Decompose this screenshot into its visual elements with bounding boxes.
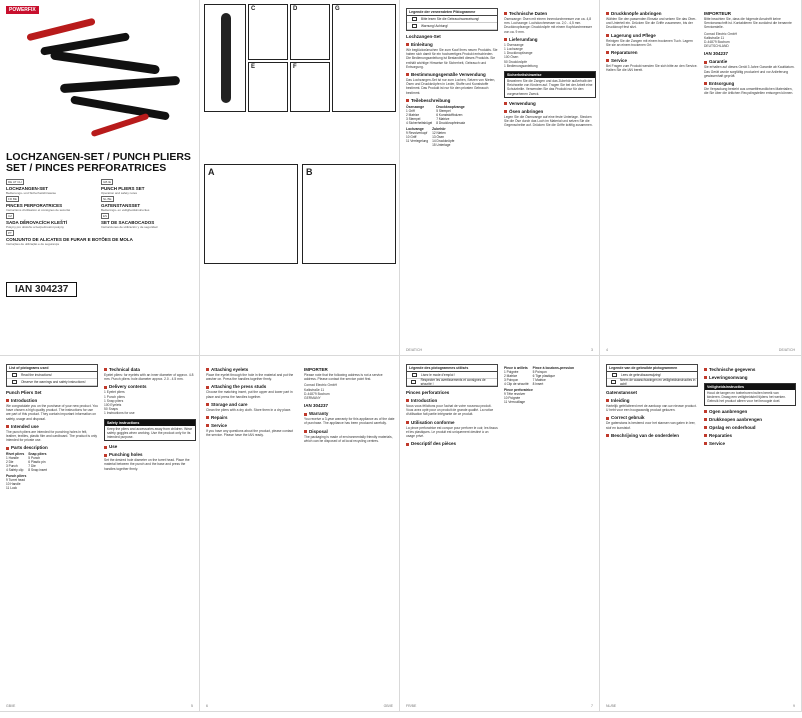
page-footer-right: DE/AT/CH bbox=[778, 348, 795, 352]
warranty-text: You receive a 3-year warranty for this appliance as of the date of purchase. The appliance has been produced carefully. bbox=[304, 417, 395, 426]
legend-row: Lisez le mode d'emploi ! bbox=[407, 372, 497, 379]
heading-intro: Introduction bbox=[6, 398, 98, 403]
page-number: 6 bbox=[206, 704, 208, 708]
cover-item-name: PUNCH PLIERS SET bbox=[101, 186, 145, 191]
figure-a: A bbox=[204, 164, 298, 264]
eyelet-text: Legen Sie die Ösenzange auf eine feste Unterlage. Stecken Sie die Öse durch das Loch im Material und setzen Sie die Gegenscheibe auf. Drücken Sie die Griffe kräftig zusammen. bbox=[504, 114, 593, 128]
heading-use: Utilisation conforme bbox=[406, 420, 498, 425]
parts-grid-2: Pince perforatrice 9 Tête revolver 10 Poignée 11 Verrouillage bbox=[504, 388, 533, 404]
heading-nl-1: Technische gegevens bbox=[704, 367, 796, 372]
warning-icon bbox=[407, 379, 421, 385]
heading-service: Service bbox=[206, 423, 298, 428]
figure-g: G bbox=[332, 4, 396, 112]
heading-eyelets: Ösen anbringen bbox=[504, 109, 596, 114]
legend-box bbox=[6, 364, 98, 387]
heading-scope: Lieferumfang bbox=[504, 37, 596, 42]
page-number: 4 bbox=[606, 348, 608, 352]
legend-title: Legende van de gebruikte pictogrammen bbox=[607, 365, 697, 372]
heading-nl-5: Opslag en onderhoud bbox=[704, 425, 796, 430]
heading-nl-3: Ogen aanbrengen bbox=[704, 409, 796, 414]
figure-pliers-overview bbox=[204, 4, 246, 112]
legend-row: Bitte lesen Sie die Gebrauchsanweisung! bbox=[407, 16, 497, 23]
cover-title-line1: LOCHZANGEN-SET / PUNCH PLIERS bbox=[6, 151, 191, 163]
column-left bbox=[406, 8, 498, 147]
parts-grid-2: Lochzange 9 Revolverkopf 10 Griff 11 Verriegelung Zubehör 12 Nieten 13 Ösen 14 Druckknöpfe 15 Unterlage bbox=[406, 126, 455, 147]
heading-snaps: Attaching the press studs bbox=[206, 384, 298, 389]
snap-text: Choose the matching insert, put the upper and lower part in place and press the handles together. bbox=[206, 390, 293, 399]
intro-text: We congratulate you on the purchase of your new product. You have chosen a high quality product. The instructions for use are part of this product. They contain important information on safety, usage and disposal. bbox=[6, 404, 98, 421]
heading-parts: Beschrijving van de onderdelen bbox=[606, 433, 698, 438]
heading-use: Correct gebruik bbox=[606, 415, 698, 420]
section-title: Gatenstansset bbox=[606, 390, 638, 395]
company-address: Conrad Electric GmbH Kalkstraße 11 D-44879 Bochum GERMANY bbox=[304, 383, 337, 401]
column-left bbox=[606, 364, 698, 439]
heading-intro: Inleiding bbox=[606, 398, 698, 403]
heading-store: Lagerung und Pflege bbox=[606, 33, 698, 38]
disposal-text: Die Verpackung besteht aus umweltfreundlichen Materialien, die Sie über die örtlichen Recyclingstellen entsorgen können. bbox=[704, 87, 794, 96]
heading-tech: Technical data bbox=[104, 367, 196, 372]
heading-punch: Punching holes bbox=[104, 452, 196, 457]
figure-d: D bbox=[290, 4, 330, 60]
column-left bbox=[206, 364, 298, 437]
figure-b: B bbox=[302, 164, 396, 264]
cover-item bbox=[6, 231, 196, 248]
importer-text: Bitte beachten Sie, dass die folgende Anschrift keine Serviceanschrift ist. Kontaktieren Sie zunächst die benannte Servicestelle. bbox=[704, 17, 792, 30]
use-text: The punch pliers are intended for punching holes in felt, leather, textiles, plastic film and cardboard. The product is only intended for private use. bbox=[6, 429, 98, 443]
cover-item bbox=[6, 180, 101, 197]
parts-grid: Rivet pliers 1 Handle 2 Die 3 Punch 4 Safety clip Snap pliers 5 Punch 6 Plastic pin 7 Die 8 Snap insert bbox=[6, 452, 48, 473]
cover-item-name: CONJUNTO DE ALICATES DE FURAR E BOTÕES DE MOLA bbox=[6, 237, 133, 242]
safety-text: Houd de tangen en toebehoren buiten bereik van kinderen. Draag een veiligheidsbril tijdens het werken. Gebruik het product alleen voor het beoogde doel. bbox=[707, 391, 786, 404]
heading-intro: Introduction bbox=[406, 398, 498, 403]
cover-item bbox=[101, 197, 196, 214]
heading-nl-2: Leveringsomvang bbox=[704, 375, 796, 380]
legend-row: Neem de waarschuwingen en veiligheidsinstructies in acht! bbox=[607, 379, 697, 386]
heading-tech: Technische Daten bbox=[504, 11, 596, 16]
heading-parts: Descriptif des pièces bbox=[406, 441, 498, 446]
heading-nl-7: Service bbox=[704, 441, 796, 446]
disposal-text: The packaging is made of environmentally friendly materials, which can be disposed of at local recycling centres. bbox=[304, 434, 393, 443]
store-text: Reinigen Sie die Zangen mit einem trockenen Tuch. Lagern Sie sie an einem trockenen Ort. bbox=[606, 38, 693, 47]
heading-use: Bestimmungsgemäße Verwendung bbox=[406, 72, 498, 77]
safety-box bbox=[704, 383, 796, 406]
legend-row: Respecter les avertissements et consignes de sécurité ! bbox=[407, 379, 497, 386]
cover-page bbox=[0, 0, 200, 356]
cover-item-name: GATENSTANSSET bbox=[101, 203, 141, 208]
heading-repair: Reparaturen bbox=[606, 50, 698, 55]
cover-item-sub: Operation and safety notes bbox=[101, 191, 138, 195]
store-text: Clean the pliers with a dry cloth. Store them in a dry place. bbox=[206, 407, 292, 412]
plier-handle-black-3 bbox=[60, 76, 180, 93]
warning-icon bbox=[7, 379, 21, 385]
plier-handle-black-4 bbox=[70, 95, 170, 120]
tech-text: Eyelet pliers: for eyelets with an inner diameter of approx. 4.8 mm. Punch pliers: hole diameter approx. 2.0 - 4.5 mm. bbox=[104, 373, 194, 382]
column-right bbox=[704, 364, 796, 447]
heading-disposal: Entsorgung bbox=[704, 81, 796, 86]
heading-disposal: Disposal bbox=[304, 429, 396, 434]
country-flags: ES bbox=[103, 214, 108, 218]
column-left bbox=[6, 364, 98, 490]
page-number: 7 bbox=[591, 704, 593, 708]
cover-item bbox=[6, 214, 101, 231]
ian-label: IAN 304237 bbox=[704, 51, 729, 57]
page-nl-9 bbox=[600, 356, 802, 712]
figure-c: C bbox=[248, 4, 288, 60]
ian-box: IAN 304237 bbox=[6, 282, 77, 297]
pliers-drawing bbox=[221, 13, 231, 103]
figures-page bbox=[200, 0, 400, 356]
column-left bbox=[406, 364, 498, 447]
service-text: If you have any questions about the product, please contact the service. Please have the IAN ready. bbox=[206, 429, 294, 438]
legend-box bbox=[406, 8, 498, 31]
scope-list: 1 Eyelet pliers 1 Punch pliers 1 Snap pliers 100 Eyelets 50 Snaps 1 Instructions for use bbox=[104, 390, 135, 416]
safety-text: Keep the pliers and accessories away from children. Wear safety goggles when working. Use the product only for its intended purpose. bbox=[107, 426, 192, 440]
heading-repair: Repairs bbox=[206, 415, 298, 420]
scope-list: 1 Ösenzange 1 Lochzange 1 Druckknopfzange 100 Ösen 50 Druckknöpfe 1 Bedienungsanleitung bbox=[504, 42, 538, 68]
country-flags: DE AT CH bbox=[8, 180, 22, 184]
warning-icon bbox=[607, 379, 620, 385]
plier-handle-red-2 bbox=[91, 113, 150, 137]
book-icon bbox=[407, 16, 421, 22]
cover-item bbox=[6, 197, 101, 214]
use-text: La pince perforatrice est conçue pour perforer le cuir, les tissus et les plastiques. Le produit est uniquement destiné à un usage privé. bbox=[406, 425, 498, 439]
heading-nl-4: Drukknopen aanbrengen bbox=[704, 417, 796, 422]
cover-item-sub: Bedienungs- und Sicherheitshinweise bbox=[6, 191, 57, 195]
heading-use: Intended use bbox=[6, 424, 98, 429]
country-flags: NL BE bbox=[103, 197, 112, 201]
parts-grid-2: Punch pliers 9 Turret head 10 Handle 11 Lock bbox=[6, 474, 27, 491]
tech-text: Ösenzange: Ösen mit einem Innendurchmesser von ca. 4,8 mm. Lochzange: Lochdurchmesser ca. 2,0 - 4,5 mm. Druckknopfzange: Druckknöpfe mit einem Kopfdurchmesser von ca. 9 mm. bbox=[504, 17, 592, 34]
section-title: Lochzangen-Set bbox=[406, 34, 441, 39]
book-icon bbox=[407, 372, 421, 378]
legend-box bbox=[406, 364, 498, 387]
use-text: De gatenstans is bestemd voor het stansen van gaten in leer, stof en kunststof. bbox=[606, 421, 696, 430]
legend-row: Lees de gebruiksaanwijzing! bbox=[607, 372, 697, 379]
heading-parts: Teilebeschreibung bbox=[406, 98, 498, 103]
safety-box bbox=[104, 419, 196, 442]
use-text: Das Lochzangen-Set ist nur zum Lochen, Setzen von Nieten, Ösen und Druckknöpfen in Leder, Stoffe und Kunststoffe bestimmt. Das Produkt ist nur für den privaten Gebrauch bestimmt. bbox=[406, 78, 496, 95]
heading-service: Service bbox=[606, 58, 698, 63]
section-title: Pinces perforatrices bbox=[406, 390, 450, 395]
safety-text: Bewahren Sie die Zangen und das Zubehör außerhalb der Reichweite von Kindern auf. Tragen Sie bei der Arbeit eine Schutzbrille. Verwenden Sie das Produkt nur für den vorgesehenen Zweck. bbox=[507, 79, 593, 96]
country-flags: CZ bbox=[8, 214, 12, 218]
page-number: 9 bbox=[793, 704, 795, 708]
eyelet-text: Place the eyelet through the hole in the material and put the washer on. Press the handles together firmly. bbox=[206, 373, 294, 382]
heading-warranty: Garantie bbox=[704, 59, 796, 64]
service-text: Bei Fragen zum Produkt wenden Sie sich bitte an den Service. Halten Sie die IAN bereit. bbox=[606, 64, 698, 73]
legend-title: List of pictograms used bbox=[7, 365, 97, 372]
column-right bbox=[104, 364, 196, 471]
column-right bbox=[504, 364, 596, 404]
country-flags: GB IE bbox=[103, 180, 112, 184]
intro-text: Nous vous félicitons pour l'achat de votre nouveau produit. Vous avez opté pour un produit de grande qualité. La notice d'utilisation fait partie intégrante de ce produit. bbox=[406, 404, 494, 417]
parts-grid: Ösenzange 1 Griff 2 Matrize 3 Stempel 4 Sicherheitsbügel Druckknopfzange 5 Stempel 6 Kunststoffbolzen 7 Matrize 8 Druckknopfeinsatz bbox=[406, 104, 466, 125]
legend-row: Warnung! Achtung! bbox=[407, 23, 497, 30]
cover-item bbox=[101, 180, 196, 197]
cover-item-sub: Bedienings- en veiligheidsinstructies bbox=[101, 208, 150, 212]
section-title: Punch Pliers Set bbox=[6, 390, 42, 395]
safety-heading: Veiligheidsinstructies bbox=[705, 384, 795, 390]
column-right bbox=[704, 8, 796, 95]
heading-scope: Delivery contents bbox=[104, 384, 196, 389]
plier-handle-black-2 bbox=[50, 50, 160, 74]
ian-label: IAN 304237 bbox=[304, 403, 329, 409]
heading-store: Storage and care bbox=[206, 402, 298, 407]
cover-item-sub: Pokyny pro obsluhu a bezpečnostní pokyny bbox=[6, 225, 64, 229]
legend-row: Observe the warnings and safety instructions! bbox=[7, 379, 97, 386]
page-fr-7 bbox=[400, 356, 600, 712]
brand-logo: POWERFIX bbox=[6, 6, 39, 14]
cover-title-line2: SET / PINCES PERFORATRICES bbox=[6, 162, 167, 174]
cover-item-name: PINCES PERFORATRICES bbox=[6, 203, 63, 208]
snap-text: Wählen Sie den passenden Einsatz und setzen Sie das Ober- und Unterteil ein. Drücken Sie die Griffe zusammen, bis der Druckknopf fest sitzt. bbox=[606, 17, 697, 30]
warning-icon bbox=[407, 23, 421, 29]
heading-use2: Use bbox=[104, 444, 196, 449]
page-en-6 bbox=[200, 356, 400, 712]
safety-heading: Sicherheitshinweise bbox=[505, 72, 595, 78]
page-footer-left: FR/BE bbox=[406, 704, 417, 708]
column-right bbox=[504, 8, 596, 127]
legend-title: Légende des pictogrammes utilisés bbox=[407, 365, 497, 372]
cover-item-sub: Instrucciones de utilización y de seguridad bbox=[101, 225, 158, 229]
column-left bbox=[606, 8, 698, 72]
page-de-4 bbox=[600, 0, 802, 356]
cover-item bbox=[101, 214, 196, 231]
page-number: 5 bbox=[191, 704, 193, 708]
heading-warranty: Warranty bbox=[304, 411, 396, 416]
company-address: Conrad Electric GmbH Kalkstraße 11 D-44879 Bochum DEUTSCHLAND bbox=[704, 31, 737, 49]
page-en-5 bbox=[0, 356, 200, 712]
heading-eyelets: Attaching eyelets bbox=[206, 367, 298, 372]
heading-intro: Einleitung bbox=[406, 42, 498, 47]
heading-parts: Parts description bbox=[6, 445, 98, 450]
safety-box bbox=[504, 71, 596, 98]
parts-grid: Pince à œillets 1 Poignée 2 Matrice 3 Poinçon 4 Clip de sécurité Pince à boutons-pression 5 Poinçon 6 Tige plastique 7 Matrice 8 Insert bbox=[504, 366, 575, 386]
legend-box bbox=[606, 364, 698, 387]
figure-f: F bbox=[290, 62, 330, 112]
cover-item-sub: Instruções de utilização e de segurança bbox=[6, 242, 59, 246]
intro-text: Hartelijk gefeliciteerd met de aankoop van uw nieuwe product. U hebt voor een hoogwaardig product gekozen. bbox=[606, 404, 697, 413]
page-footer-left: NL/BE bbox=[606, 704, 617, 708]
country-flags: FR BE bbox=[8, 197, 17, 201]
heading-snaps: Druckknöpfe anbringen bbox=[606, 11, 698, 16]
cover-item-name: LOCHZANGEN-SET bbox=[6, 186, 48, 191]
warranty-text: Sie erhalten auf dieses Gerät 3 Jahre Garantie ab Kaufdatum. Das Gerät wurde sorgfältig produziert und vor Anlieferung gewissenhaft geprüft. bbox=[704, 65, 795, 78]
figure-e: E bbox=[248, 62, 288, 112]
page-number: 3 bbox=[591, 348, 593, 352]
cover-item-name: SET DE SACABOCADOS bbox=[101, 220, 155, 225]
plier-handle-red bbox=[26, 18, 96, 42]
column-right bbox=[304, 364, 396, 443]
cover-item-name: SADA DĚROVACÍCH KLEŠTÍ bbox=[6, 220, 68, 225]
page-footer-right: GB/IE bbox=[383, 704, 393, 708]
book-icon bbox=[607, 372, 621, 378]
cover-title bbox=[6, 152, 196, 174]
book-icon bbox=[7, 372, 21, 378]
cover-item-sub: Instructions d'utilisation et consignes de sécurité bbox=[6, 208, 71, 212]
cover-product-list bbox=[6, 180, 196, 248]
heading-nl-6: Reparaties bbox=[704, 433, 796, 438]
punch-text: Set the desired hole diameter on the turret head. Place the material between the punch and the base and press the handles together firmly. bbox=[104, 458, 190, 471]
heading-handling: Verwendung bbox=[504, 101, 596, 106]
page-footer-left: GB/IE bbox=[6, 704, 16, 708]
importer-heading: IMPORTER bbox=[304, 367, 328, 372]
legend-title: Legende der verwendeten Piktogramme bbox=[407, 9, 497, 16]
country-flags: PT bbox=[8, 231, 12, 235]
importer-text: Please note that the following address is not a service address. Please contact the service point first. bbox=[304, 373, 383, 382]
importer-heading: IMPORTEUR bbox=[704, 11, 731, 16]
page-de-3 bbox=[400, 0, 600, 356]
safety-heading: Safety instructions bbox=[105, 420, 195, 426]
intro-text: Wir beglückwünschen Sie zum Kauf Ihres neuen Produkts. Sie haben sich damit für ein hochwertiges Produkt entschieden. Die Bedienungsanleitung ist Bestandteil dieses Produkts. Sie enthält wichtige Hinweise für Sicherheit, Gebrauch und Entsorgung. bbox=[406, 48, 498, 69]
page-footer-left: DE/AT/CH bbox=[406, 348, 423, 352]
legend-row: Read the instructions! bbox=[7, 372, 97, 379]
